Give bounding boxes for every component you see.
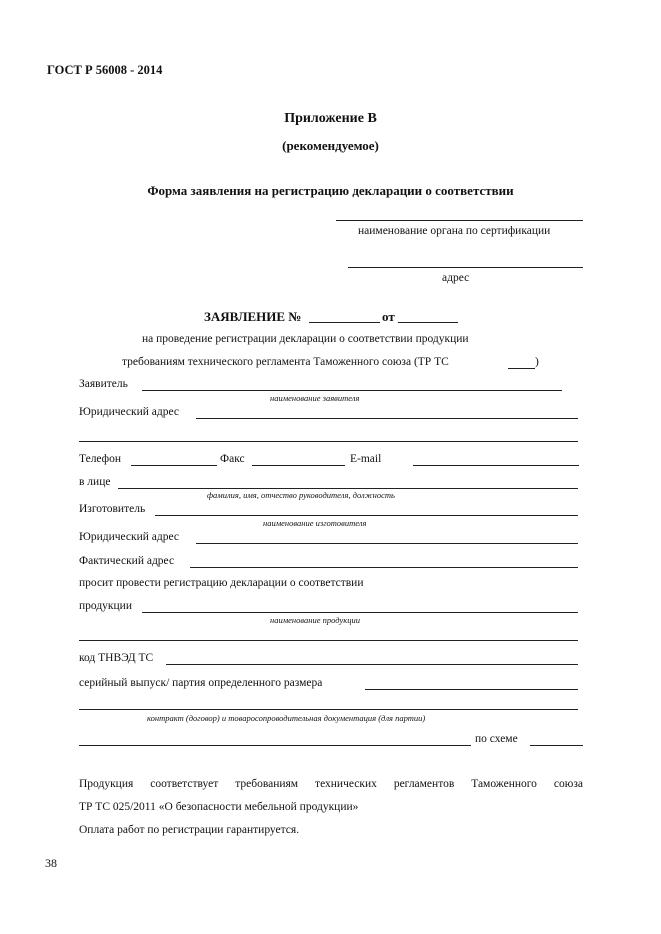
scheme-field[interactable] [530, 745, 583, 746]
legal-address-label: Юридический адрес [79, 406, 179, 418]
email-label: E-mail [350, 453, 382, 465]
tnved-label: код ТНВЭД ТС [79, 652, 154, 664]
phone-label: Телефон [79, 453, 122, 465]
manufacturer-label: Изготовитель [79, 503, 146, 515]
serial-label: серийный выпуск/ партия определенного размера [79, 677, 323, 689]
person-caption: фамилия, имя, отчество руководителя, должность [207, 490, 395, 500]
manufacturer-legal-address-field[interactable] [196, 543, 578, 544]
fax-label: Факс [220, 453, 245, 465]
product-field[interactable] [142, 612, 578, 613]
conformity-line-1: Продукция соответствует требованиям технических регламентов Таможенного союза [79, 778, 583, 790]
request-text: просит провести регистрацию декларации о соответствии [79, 577, 364, 589]
contract-caption: контракт (договор) и товаросопроводительная документация (для партии) [147, 713, 426, 723]
manufacturer-caption: наименование изготовителя [263, 518, 367, 528]
conformity-line-2: ТР ТС 025/2011 «О безопасности мебельной продукции» [79, 801, 359, 813]
scheme-prefix-field[interactable] [79, 745, 471, 746]
application-number-line[interactable] [309, 322, 380, 323]
applicant-field[interactable] [142, 390, 562, 391]
product-caption: наименование продукции [270, 615, 360, 625]
application-line-1: на проведение регистрации декларации о соответствии продукции [142, 333, 469, 345]
address-caption: адрес [442, 272, 470, 284]
org-name-line[interactable] [336, 220, 583, 221]
legal-address-field[interactable] [196, 418, 578, 419]
serial-field[interactable] [365, 689, 578, 690]
applicant-label: Заявитель [79, 378, 128, 390]
person-label: в лице [79, 476, 111, 488]
document-code: ГОСТ Р 56008 - 2014 [47, 63, 163, 77]
fax-field[interactable] [252, 465, 345, 466]
manufacturer-field[interactable] [155, 515, 578, 516]
page-number: 38 [45, 856, 57, 870]
org-name-caption: наименование органа по сертификации [358, 225, 551, 237]
contract-field[interactable] [79, 709, 578, 710]
address-line[interactable] [348, 267, 583, 268]
application-date-label: от [382, 309, 395, 324]
applicant-caption: наименование заявителя [270, 393, 360, 403]
appendix-subtitle: (рекомендуемое) [282, 138, 379, 153]
payment-text: Оплата работ по регистрации гарантируется. [79, 824, 300, 836]
actual-address-field[interactable] [190, 567, 578, 568]
application-number-label: ЗАЯВЛЕНИЕ № [204, 309, 302, 324]
phone-field[interactable] [131, 465, 217, 466]
application-line-2-suffix: ) [535, 356, 539, 368]
application-date-line[interactable] [398, 322, 458, 323]
tr-ts-number-line[interactable] [508, 368, 535, 369]
email-field[interactable] [413, 465, 579, 466]
manufacturer-legal-address-label: Юридический адрес [79, 531, 179, 543]
product-field-2[interactable] [79, 640, 578, 641]
actual-address-label: Фактический адрес [79, 555, 175, 567]
application-line-2-prefix: требованиям технического регламента Таможенного союза (ТР ТС [122, 356, 449, 368]
scheme-label: по схеме [475, 733, 518, 745]
product-label: продукции [79, 600, 132, 612]
appendix-title: Приложение В [284, 111, 377, 126]
person-field[interactable] [118, 488, 578, 489]
application-heading [204, 309, 301, 325]
tnved-field[interactable] [166, 664, 578, 665]
form-title: Форма заявления на регистрацию декларации о соответствии [147, 183, 514, 198]
legal-address-field-2[interactable] [79, 441, 578, 442]
